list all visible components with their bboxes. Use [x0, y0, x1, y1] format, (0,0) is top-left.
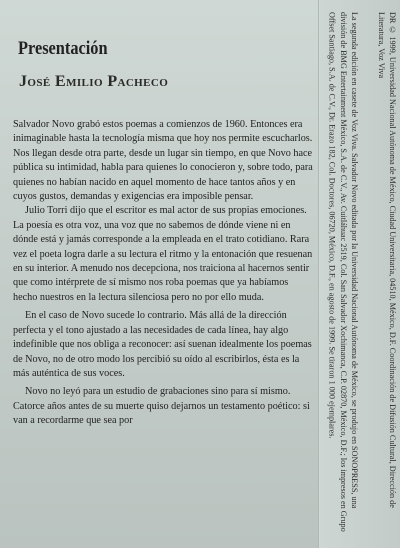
copyright-text: DR © 1999, Universidad Nacional Autónoma de México, Ciudad Universitaria, 04510, México, D.F. Coordinación de Difusión Cultural, Dirección de Literatura, Voz Viva — [376, 12, 397, 508]
body-text — [13, 118, 313, 429]
paragraph-4: Novo no leyó para un estudio de grabaciones sino para sí mismo. Catorce años antes de su muerte quiso dejarnos un testamento poético: si van a recordarme que sea por — [13, 386, 310, 427]
paragraph-2: Julio Torri dijo que el escritor es mal actor de sus propias emociones. La poesía es otra voz, una voz que no sabemos de dónde viene ni en dónde está y jamás corresponde a la empleada en el trato cotidiano. Rara vez el poeta logra darle a su lectura el ritmo y la entonación que resuenan en su interior. A menudo nos decepciona, nos traiciona al hacernos sentir que como intérprete de sí mismo nos roba poemas que ya habíamos hecho nuestros en la lectura silenciosa pero no por ello muda. — [13, 205, 313, 303]
paragraph-3: En el caso de Novo sucede lo contrario. Más allá de la dirección perfecta y el tono ajustado a las necesidades de cada línea, hay algo indefinible que nos obliga a reconocer: así suenan idealmente los poemas de Novo, no de otro modo los percibió su oído al escribirlos, ésta es la más auténtica de sus voces. — [13, 310, 312, 379]
paragraph-1: Salvador Novo grabó estos poemas a comienzos de 1960. Entonces era inimaginable hasta la tecnología misma que hoy nos permite escucharlos. Nos llegan desde otra parte, desde un lugar sin tiempo, en que Novo hace pública su intimidad, habla para quienes lo conocieron y, sobre todo, para quienes no habían nacido en aquel momento de hace tantos años y en cuyos gustos, demandas y exigencias era imposible pensar. — [13, 119, 313, 203]
colophon-text: La segunda edición en casete de Voz Viva. Salvador Novo editada por la Universidad Nacional Autónoma de México, se produjo en SONOPRESS, una división de BMG Entertainment México, S.A. de C.V., Av. Cuitláhuac 2519, Col. San Salvador Xochimanca, C.P. 02870, México, D.F.; los impresos en Grupo Offset Santiago, S.A. de C.V., Dr. Erazo 182, Col. Doctores, 06720, México, D.F., en agosto de 1999. Se tiraron 1 000 ejemplares. — [327, 12, 359, 532]
author-name: José Emilio Pacheco — [19, 73, 169, 90]
page-title: Presentación — [18, 38, 108, 59]
